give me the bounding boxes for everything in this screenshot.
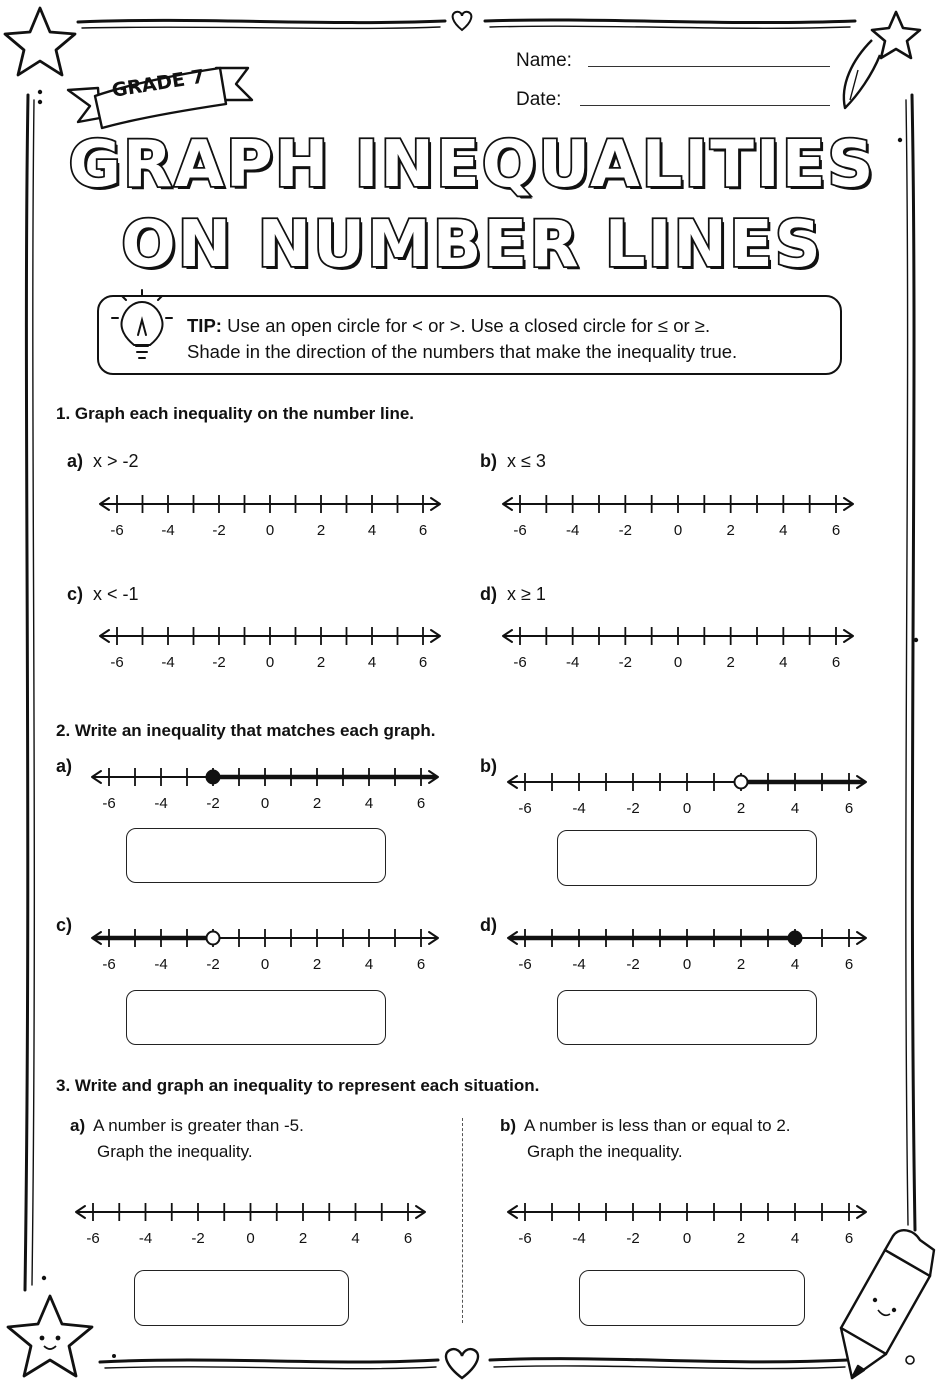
tick-label: 0 [246,1230,255,1247]
problem-letter: b) [480,451,497,471]
tick-label: 2 [736,1230,746,1247]
tick-label: 4 [790,956,800,973]
problem-2a-letter [56,756,82,777]
answer-box-2b[interactable] [557,830,817,886]
tick-label: -2 [191,1230,205,1247]
tick-label: -2 [212,654,226,671]
tick-label: -4 [154,956,168,973]
answer-box-3b[interactable] [579,1270,805,1326]
top-left-star-icon [5,8,75,75]
problem-letter: d) [480,915,497,935]
section-3-heading: 3. Write and graph an inequality to represent each situation. [56,1076,540,1095]
tick-label: 6 [418,522,428,539]
tick-label: 6 [403,1230,413,1247]
tick-label: 2 [736,956,746,973]
problem-1b-label [480,451,546,472]
tick-label: 6 [831,654,841,671]
tick-label: 4 [364,795,374,812]
situation-3a [70,1113,304,1165]
section-1-heading: 1. Graph each inequality on the number line. [56,404,415,423]
tick-label: -2 [212,522,226,539]
tick-label: 0 [673,654,683,671]
problem-2c-letter [56,915,82,936]
situation-3b-text: A number is less than or equal to 2. [524,1116,791,1135]
top-right-star-icon [872,12,920,58]
date-label: Date: [516,89,562,110]
tick-label: -2 [626,1230,640,1247]
tick-label: -6 [518,1230,532,1247]
section-2-heading: 2. Write an inequality that matches each graph. [56,721,436,740]
tick-label: -4 [138,1230,153,1247]
tick-label: 2 [298,1230,308,1247]
tick-label: 0 [260,956,270,973]
problem-1d-label [480,584,546,605]
problem-letter: b) [500,1116,517,1135]
tick-label: 0 [265,654,275,671]
problem-2d-letter [480,915,507,936]
tick-label: 2 [312,795,322,812]
grade-badge: GRADE 7 [110,65,207,102]
tick-label: 2 [726,654,735,671]
tick-label: 0 [682,1230,692,1247]
tip-line-1: Use an open circle for < or >. Use a closed circle for ≤ or ≥. [227,315,711,336]
tick-label: -6 [110,522,124,539]
tick-label: -2 [618,654,633,671]
problem-1a-label [67,451,139,472]
tick-label: -6 [110,654,124,671]
tick-label: -2 [206,956,220,973]
tick-label: 0 [260,795,270,812]
tick-label: -6 [513,654,527,671]
top-heart-icon [453,12,472,30]
situation-3a-text: A number is greater than -5. [93,1116,304,1135]
tick-label: 4 [790,1230,800,1247]
situation-3a-instruction: Graph the inequality. [97,1142,253,1161]
tick-label: 4 [779,522,788,539]
tick-label: 4 [367,522,377,539]
problem-inequality: x ≤ 3 [507,451,546,471]
situation-3b [500,1113,791,1165]
problem-letter: a) [70,1116,86,1135]
name-label: Name: [516,50,572,71]
tick-label: 0 [673,522,683,539]
tick-label: 4 [367,654,377,671]
tick-label: 0 [265,522,275,539]
tick-label: -4 [161,522,175,539]
problem-inequality: x < -1 [93,584,139,604]
tick-label: 4 [790,800,800,817]
tick-label: -4 [154,795,168,812]
tick-label: 6 [844,956,854,973]
problem-inequality: x > -2 [93,451,139,471]
tip-box [97,295,842,375]
problem-letter: d) [480,584,497,604]
tick-label: -4 [572,956,586,973]
answer-box-3a[interactable] [134,1270,349,1326]
pencil-character-icon [841,1230,934,1378]
date-field[interactable] [580,105,830,106]
problem-letter: c) [67,584,84,604]
tick-label: 0 [682,800,692,817]
tick-label: -6 [518,800,532,817]
tick-label: -4 [572,800,586,817]
problem-letter: b) [480,756,497,776]
tick-label: -6 [86,1230,100,1247]
tick-label: -6 [102,795,116,812]
tick-label: -6 [102,956,116,973]
tick-label: 6 [844,1230,854,1247]
answer-box-2c[interactable] [126,990,386,1045]
tick-label: 2 [312,956,322,973]
smiling-star-icon [8,1296,92,1376]
tick-label: -4 [565,522,580,539]
bottom-heart-icon [446,1349,478,1378]
tick-label: 2 [736,800,746,817]
tick-label: -4 [161,654,175,671]
tick-label: 4 [364,956,374,973]
problem-2b-letter [480,756,507,777]
answer-box-2a[interactable] [126,828,386,883]
tick-label: -6 [518,956,532,973]
tick-label: 6 [844,800,854,817]
tick-label: 4 [351,1230,360,1247]
tick-label: 6 [418,654,428,671]
tick-label: -2 [626,800,640,817]
page-title-line-1: GRAPH INEQUALITIES [68,128,876,202]
problem-letter: a) [67,451,84,471]
page-title-line-2: ON NUMBER LINES [121,208,823,282]
tick-label: 6 [416,956,426,973]
tick-label: -2 [206,795,220,812]
tick-label: -2 [618,522,633,539]
problem-inequality: x ≥ 1 [507,584,546,604]
problem-letter: a) [56,756,73,776]
column-divider [462,1118,463,1323]
tick-label: 6 [831,522,841,539]
tick-label: -4 [572,1230,586,1247]
tick-label: 2 [316,654,326,671]
problem-letter: c) [56,915,73,935]
tick-label: 0 [682,956,692,973]
situation-3b-instruction: Graph the inequality. [527,1142,683,1161]
tip-line-2: Shade in the direction of the numbers that make the inequality true. [187,341,738,362]
tip-label: TIP: [187,315,222,336]
tick-label: -6 [513,522,527,539]
tick-label: 2 [726,522,735,539]
tick-label: 6 [416,795,426,812]
tick-label: -2 [626,956,640,973]
tick-label: 2 [316,522,326,539]
tick-label: 4 [779,654,788,671]
answer-box-2d[interactable] [557,990,817,1045]
problem-1c-label [67,584,139,605]
name-field[interactable] [588,66,830,67]
tick-label: -4 [565,654,580,671]
